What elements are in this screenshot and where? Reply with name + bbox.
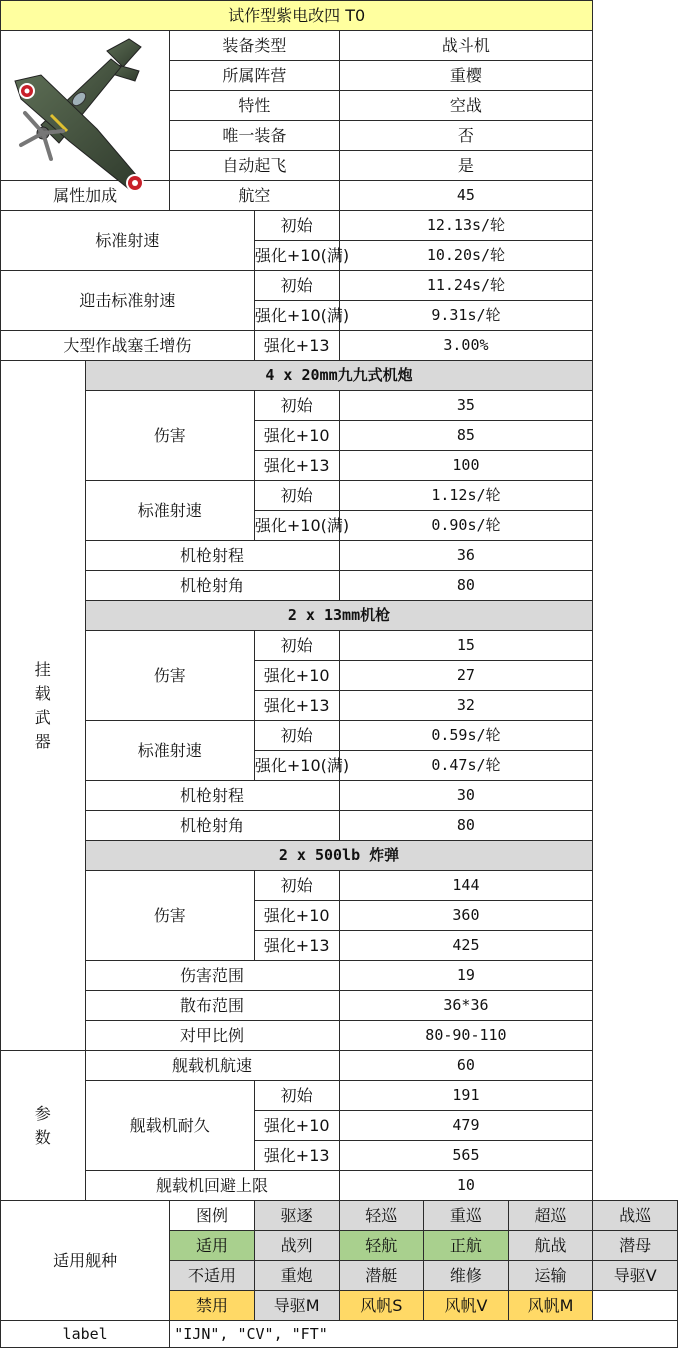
- weapon3-armor-label: 对甲比例: [85, 1021, 339, 1051]
- ship-type-1-3: 正航: [424, 1231, 509, 1261]
- weapon2-dmg-key: 强化+13: [254, 691, 339, 721]
- rate-init-label: 初始: [254, 211, 339, 241]
- weapon1-rate-key: 强化+10(满): [254, 511, 339, 541]
- ship-type-3-1: 导驱M: [254, 1291, 339, 1321]
- weapon3-armor-value: 80-90-110: [339, 1021, 593, 1051]
- weapon3-spread-value: 36*36: [339, 991, 593, 1021]
- rate-max-value: 10.20s/轮: [339, 241, 593, 271]
- params-hp-value: 565: [339, 1141, 593, 1171]
- weapon2-dmg-value: 27: [339, 661, 593, 691]
- weapon3-dmg-value: 425: [339, 931, 593, 961]
- weapon2-rate-value: 0.47s/轮: [339, 751, 593, 781]
- weapon3-dmg-value: 144: [339, 871, 593, 901]
- params-speed-label: 舰载机航速: [85, 1051, 339, 1081]
- weapon1-rate-value: 0.90s/轮: [339, 511, 593, 541]
- params-evade-value: 10: [339, 1171, 593, 1201]
- rate-max-label: 强化+10(满): [254, 241, 339, 271]
- weapon1-rate-key: 初始: [254, 481, 339, 511]
- weapon3-area-label: 伤害范围: [85, 961, 339, 991]
- weapon1-angle-value: 80: [339, 571, 593, 601]
- ship-type-2-1: 重炮: [254, 1261, 339, 1291]
- weapon3-dmg-key: 初始: [254, 871, 339, 901]
- attr-label: 属性加成: [1, 181, 170, 211]
- params-hp-label: 舰载机耐久: [85, 1081, 254, 1171]
- info-key-trait: 特性: [170, 91, 339, 121]
- ship-type-0-2: 轻巡: [339, 1201, 424, 1231]
- params-hp-key: 初始: [254, 1081, 339, 1111]
- weapon1-dmg-value: 85: [339, 421, 593, 451]
- info-key-autolaunch: 自动起飞: [170, 151, 339, 181]
- weapon2-range-label: 机枪射程: [85, 781, 339, 811]
- rate-init-value: 12.13s/轮: [339, 211, 593, 241]
- weapon1-range-value: 36: [339, 541, 593, 571]
- weapon3-area-value: 19: [339, 961, 593, 991]
- params-hp-value: 479: [339, 1111, 593, 1141]
- weapon2-angle-label: 机枪射角: [85, 811, 339, 841]
- page-title: 试作型紫电改四 T0: [1, 1, 593, 31]
- weapon1-dmg-key: 强化+13: [254, 451, 339, 481]
- weapon1-dmg-key: 强化+10: [254, 421, 339, 451]
- params-hp-value: 191: [339, 1081, 593, 1111]
- attr-value: 45: [339, 181, 593, 211]
- weapon2-name: 2 x 13mm机枪: [85, 601, 593, 631]
- params-evade-label: 舰载机回避上限: [85, 1171, 339, 1201]
- ship-type-0-0: 图例: [170, 1201, 255, 1231]
- params-speed-value: 60: [339, 1051, 593, 1081]
- ship-type-1-5: 潜母: [593, 1231, 678, 1261]
- weapon2-dmg-value: 32: [339, 691, 593, 721]
- ship-type-3-4: 风帆M: [508, 1291, 593, 1321]
- weapon2-angle-value: 80: [339, 811, 593, 841]
- weapon2-rate-key: 强化+10(满): [254, 751, 339, 781]
- weapon1-name: 4 x 20mm九九式机炮: [85, 361, 593, 391]
- ship-type-3-2: 风帆S: [339, 1291, 424, 1321]
- ship-type-0-1: 驱逐: [254, 1201, 339, 1231]
- weapon2-range-value: 30: [339, 781, 593, 811]
- fighter-plane-icon: [11, 33, 159, 179]
- ship-type-3-3: 风帆V: [424, 1291, 509, 1321]
- info-value-unique: 否: [339, 121, 593, 151]
- weapon2-rate-key: 初始: [254, 721, 339, 751]
- label-value: "IJN", "CV", "FT": [170, 1321, 678, 1348]
- ship-type-1-0: 适用: [170, 1231, 255, 1261]
- weapon3-name: 2 x 500lb 炸弹: [85, 841, 593, 871]
- intercept-max-label: 强化+10(满): [254, 301, 339, 331]
- info-key-unique: 唯一装备: [170, 121, 339, 151]
- weapon1-dmg-label: 伤害: [85, 391, 254, 481]
- intercept-init-value: 11.24s/轮: [339, 271, 593, 301]
- info-value-trait: 空战: [339, 91, 593, 121]
- weapon2-dmg-key: 强化+10: [254, 661, 339, 691]
- ships-label: 适用舰种: [1, 1201, 170, 1321]
- weapon1-range-label: 机枪射程: [85, 541, 339, 571]
- intercept-init-label: 初始: [254, 271, 339, 301]
- weapon2-dmg-value: 15: [339, 631, 593, 661]
- info-value-type: 战斗机: [339, 31, 593, 61]
- ship-type-2-0: 不适用: [170, 1261, 255, 1291]
- attr-name: 航空: [170, 181, 339, 211]
- ship-type-1-1: 战列: [254, 1231, 339, 1261]
- weapon3-dmg-value: 360: [339, 901, 593, 931]
- ship-type-2-3: 维修: [424, 1261, 509, 1291]
- ship-type-2-4: 运输: [508, 1261, 593, 1291]
- weapon1-dmg-value: 100: [339, 451, 593, 481]
- info-value-faction: 重樱: [339, 61, 593, 91]
- params-side-label: 参 数: [1, 1051, 86, 1201]
- ship-type-1-4: 航战: [508, 1231, 593, 1261]
- info-key-faction: 所属阵营: [170, 61, 339, 91]
- weapon1-dmg-value: 35: [339, 391, 593, 421]
- ship-type-0-4: 超巡: [508, 1201, 593, 1231]
- weapon3-spread-label: 散布范围: [85, 991, 339, 1021]
- ship-type-3-5: [593, 1291, 678, 1321]
- ship-type-2-2: 潜艇: [339, 1261, 424, 1291]
- weapon2-dmg-key: 初始: [254, 631, 339, 661]
- weapon2-dmg-label: 伤害: [85, 631, 254, 721]
- weapon2-rate-label: 标准射速: [85, 721, 254, 781]
- plane-image: [1, 31, 170, 181]
- weapon1-rate-value: 1.12s/轮: [339, 481, 593, 511]
- label-key: label: [1, 1321, 170, 1348]
- weapon3-dmg-key: 强化+10: [254, 901, 339, 931]
- info-value-autolaunch: 是: [339, 151, 593, 181]
- weapon1-dmg-key: 初始: [254, 391, 339, 421]
- ship-type-0-3: 重巡: [424, 1201, 509, 1231]
- weapon1-rate-label: 标准射速: [85, 481, 254, 541]
- ship-type-2-5: 导驱V: [593, 1261, 678, 1291]
- ship-type-1-2: 轻航: [339, 1231, 424, 1261]
- intercept-label: 迎击标准射速: [1, 271, 255, 331]
- ship-type-3-0: 禁用: [170, 1291, 255, 1321]
- weapon1-angle-label: 机枪射角: [85, 571, 339, 601]
- weapon3-dmg-label: 伤害: [85, 871, 254, 961]
- fortress-label: 大型作战塞壬增伤: [1, 331, 255, 361]
- info-key-type: 装备类型: [170, 31, 339, 61]
- fortress-value: 3.00%: [339, 331, 593, 361]
- params-hp-key: 强化+10: [254, 1111, 339, 1141]
- fortress-sub: 强化+13: [254, 331, 339, 361]
- rate-label: 标准射速: [1, 211, 255, 271]
- weapon2-rate-value: 0.59s/轮: [339, 721, 593, 751]
- weapons-side-label: 挂 载 武 器: [1, 361, 86, 1051]
- ship-type-0-5: 战巡: [593, 1201, 678, 1231]
- params-hp-key: 强化+13: [254, 1141, 339, 1171]
- intercept-max-value: 9.31s/轮: [339, 301, 593, 331]
- weapon3-dmg-key: 强化+13: [254, 931, 339, 961]
